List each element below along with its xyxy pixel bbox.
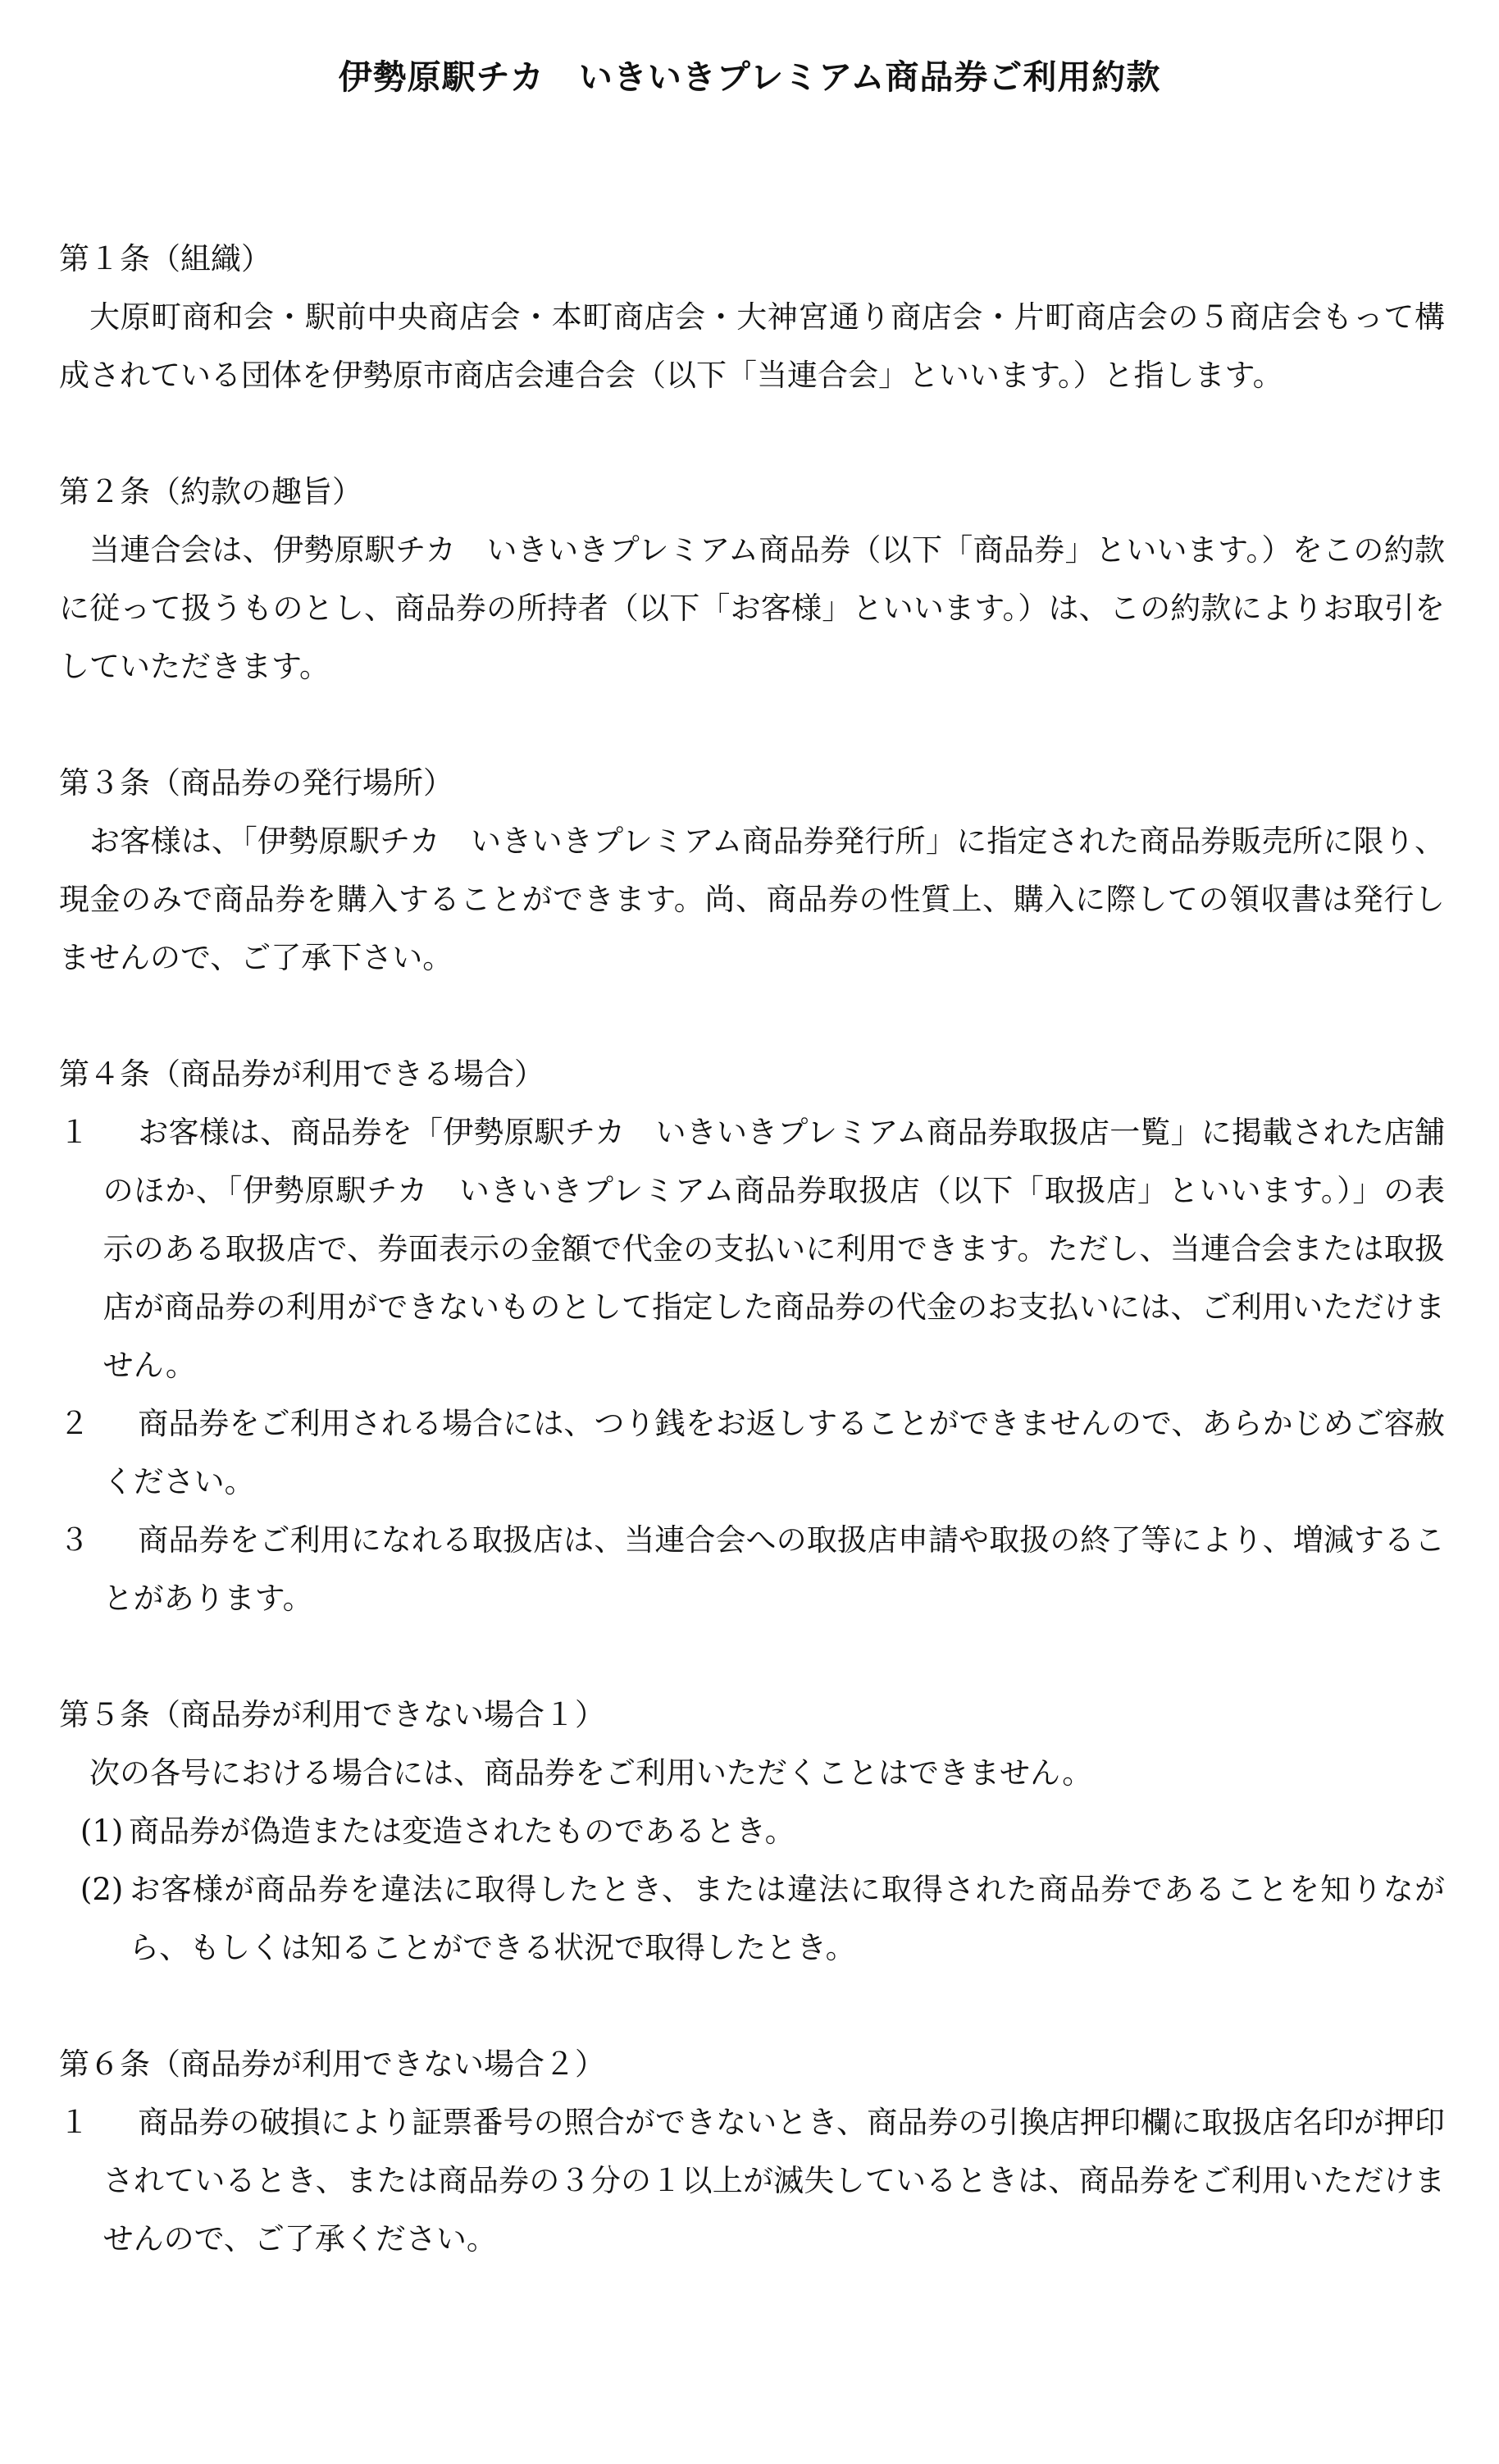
clause-number: １	[59, 2105, 89, 2140]
clause-text: お客様は、商品券を「伊勢原駅チカ いきいきプレミアム商品券取扱店一覧」に掲載された店舗のほか、「伊勢原駅チカ いきいきプレミアム商品券取扱店（以下「取扱店」といいます。）」の表示のある取扱店で、券面表示の金額で代金の支払いに利用できます。ただし、当連合会または取扱店が商品券の利用ができないものとして指定した商品券の代金のお支払いには、ご利用いただけません。	[103, 1115, 1445, 1383]
numbered-clause	[59, 1103, 1445, 1394]
sub-clause-number: (2)	[80, 1872, 124, 1907]
numbered-clause	[59, 1394, 1445, 1511]
clause-number: ２	[59, 1406, 89, 1441]
sub-clause-text: お客様が商品券を違法に取得したとき、または違法に取得された商品券であることを知りながら、もしくは知ることができる状況で取得したとき。	[129, 1872, 1445, 1965]
sub-clause-number: (1)	[80, 1814, 124, 1849]
article-3	[59, 754, 1445, 987]
article-heading: 第５条（商品券が利用できない場合１）	[59, 1697, 605, 1732]
article-4	[59, 1045, 1445, 1627]
clause-text: 商品券をご利用される場合には、つり銭をお返しすることができませんので、あらかじめご容赦ください。	[103, 1406, 1445, 1499]
article-5	[59, 1686, 1445, 1977]
document-title: 伊勢原駅チカ いきいきプレミアム商品券ご利用約款	[338, 57, 1161, 97]
sub-clause	[59, 1860, 1445, 1977]
clause-text: 商品券をご利用になれる取扱店は、当連合会への取扱店申請や取扱の終了等により、増減することがあります。	[103, 1522, 1445, 1616]
sub-clause-text: 商品券が偽造または変造されたものであるとき。	[129, 1814, 795, 1849]
document-body	[59, 230, 1445, 2326]
article-heading: 第２条（約款の趣旨）	[59, 474, 362, 509]
article-heading: 第４条（商品券が利用できる場合）	[59, 1056, 544, 1092]
article-paragraph: 当連合会は、伊勢原駅チカ いきいきプレミアム商品券（以下「商品券」といいます。）をこの約款に従って扱うものとし、商品券の所持者（以下「お客様」といいます。）は、この約款によりお取引をしていただきます。	[59, 532, 1445, 684]
clause-number: ３	[59, 1522, 89, 1558]
clause-text: 商品券の破損により証票番号の照合ができないとき、商品券の引換店押印欄に取扱店名印が押印されているとき、または商品券の３分の１以上が滅失しているときは、商品券をご利用いただけませんので、ご了承ください。	[103, 2105, 1445, 2256]
sub-clause	[59, 1802, 1445, 1860]
article-6	[59, 2035, 1445, 2268]
article-paragraph: 次の各号における場合には、商品券をご利用いただくことはできません。	[89, 1755, 1093, 1791]
numbered-clause	[59, 1511, 1445, 1627]
article-paragraph: お客様は、「伊勢原駅チカ いきいきプレミアム商品券発行所」に指定された商品券販売所に限り、現金のみで商品券を購入することができます。尚、商品券の性質上、購入に際しての領収書は発行しませんので、ご了承下さい。	[59, 824, 1445, 975]
article-paragraph: 大原町商和会・駅前中央商店会・本町商店会・大神宮通り商店会・片町商店会の５商店会もって構成されている団体を伊勢原市商店会連合会（以下「当連合会」といいます。）と指します。	[59, 299, 1445, 393]
article-2	[59, 463, 1445, 696]
article-heading: 第３条（商品券の発行場所）	[59, 765, 453, 801]
clause-number: １	[59, 1115, 89, 1150]
article-heading: 第６条（商品券が利用できない場合２）	[59, 2046, 605, 2082]
article-1	[59, 230, 1445, 404]
numbered-clause	[59, 2093, 1445, 2268]
article-heading: 第１条（組織）	[59, 241, 271, 276]
